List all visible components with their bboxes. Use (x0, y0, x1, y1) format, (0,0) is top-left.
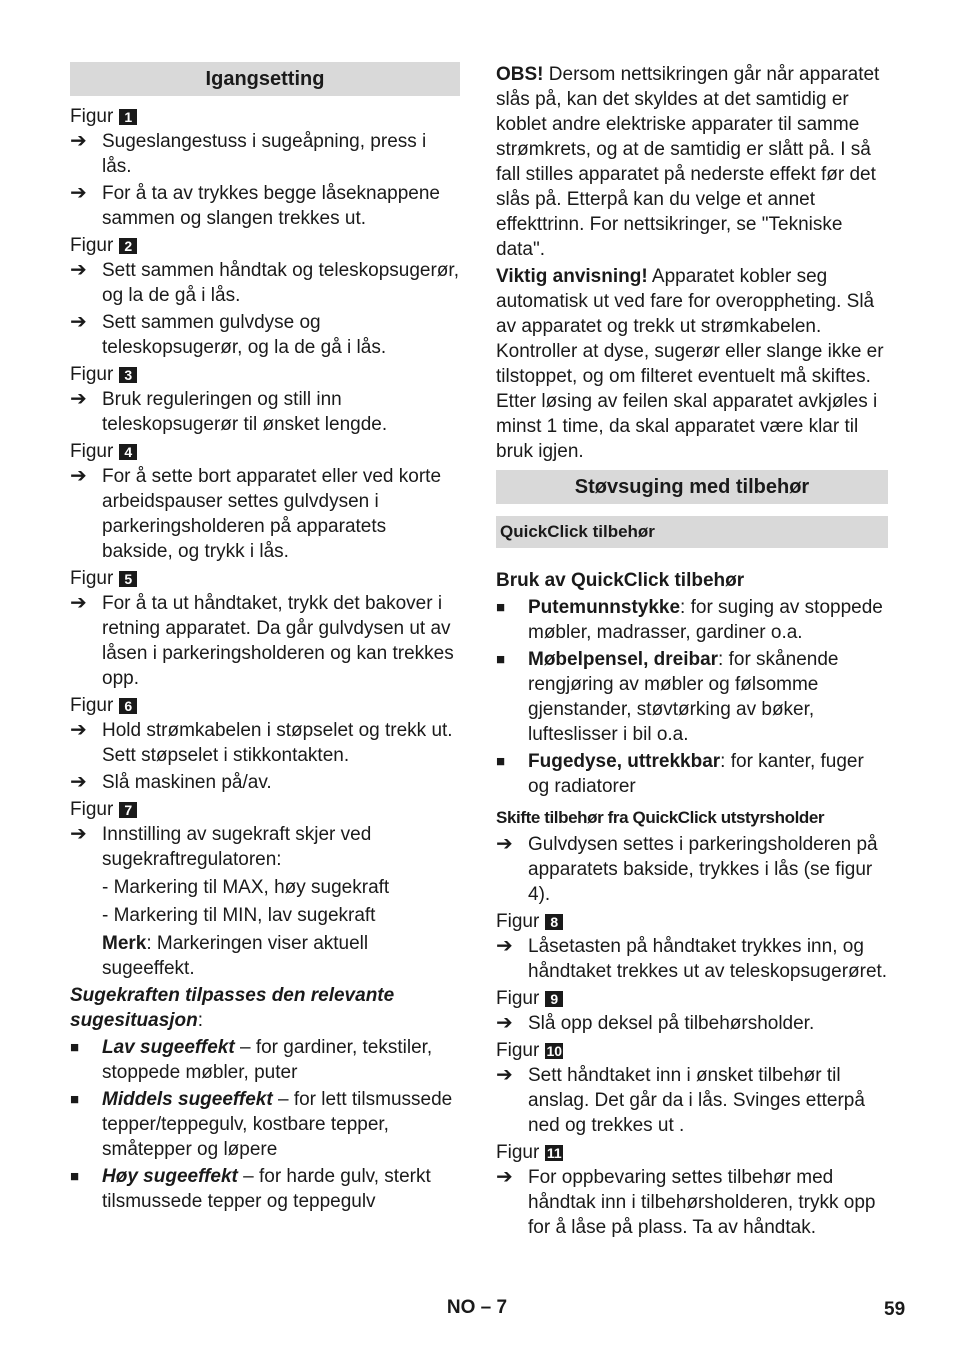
setting-min: - Markering til MIN, lav sugekraft (102, 905, 376, 926)
figure-ref: Figur 11 (496, 1142, 562, 1163)
figure-ref: Figur 1 (70, 104, 460, 129)
setting-max: - Markering til MAX, høy sugekraft (102, 877, 390, 898)
left-column (70, 62, 460, 1216)
figure-number: 9 (545, 991, 563, 1007)
step: ➔ Sugeslangestuss i sugeåpning, press i lås. (70, 130, 427, 177)
figure-number: 2 (119, 238, 137, 254)
figure-ref: Figur 2 (70, 233, 460, 258)
arrow-right-icon: ➔ (496, 1012, 513, 1034)
figure-ref: Figur 9 (496, 986, 888, 1011)
figure-ref: Figur 10 (496, 1040, 563, 1061)
square-bullet-icon: ■ (70, 1168, 80, 1185)
figure-ref: Figur 7 (70, 797, 460, 822)
figure-number: 1 (119, 109, 137, 125)
usage-title: Bruk av QuickClick tilbehør (496, 570, 745, 591)
square-bullet-icon: ■ (496, 599, 506, 616)
square-bullet-icon: ■ (496, 651, 506, 668)
step: ➔ For oppbevaring settes tilbehør med håndtak inn i tilbehørsholderen, trykk opp for å låse på plass. Ta av håndtak. (496, 1166, 876, 1238)
step: ➔ Gulvdysen settes i parkeringsholderen på apparatets bakside, trykkes i lås (se figur 4). (496, 833, 878, 905)
footer-section-label: NO – 7 (446, 1297, 508, 1318)
step: ➔ Innstilling av sugekraft skjer ved sugekraftregulatoren: (70, 823, 372, 870)
arrow-right-icon: ➔ (70, 311, 87, 333)
square-bullet-icon: ■ (496, 753, 506, 770)
subheading-quickclick: QuickClick tilbehør (496, 516, 888, 548)
figure-number: 4 (119, 444, 137, 460)
arrow-right-icon: ➔ (70, 465, 87, 487)
warning-paragraph: Viktig anvisning! Apparatet kobler seg automatisk ut ved fare for overoppheting. Slå av apparatet og trekk ut strømkabelen. Kontroller at dyse, sugerør eller slange ikke er tilstoppet, og om filteret eventuelt må skiftes. Etter løsing av feilen skal apparatet avkjøles i minst 1 time, da skal apparatet være klar til bruk igjen. (496, 266, 884, 462)
square-bullet-icon: ■ (70, 1039, 80, 1056)
arrow-right-icon: ➔ (70, 719, 87, 741)
suction-adapt-title: Sugekraften tilpasses den relevante sugesituasjon: (70, 985, 395, 1031)
figure-ref: Figur 4 (70, 439, 460, 464)
page-number: 59 (884, 1299, 906, 1320)
figure-number: 8 (545, 914, 563, 930)
arrow-right-icon: ➔ (70, 823, 87, 845)
square-bullet-icon: ■ (70, 1091, 80, 1108)
arrow-right-icon: ➔ (496, 935, 513, 957)
figure-number: 5 (119, 571, 137, 587)
section-heading-startup: Igangsetting (70, 62, 460, 96)
step: ➔ Sett sammen gulvdyse og teleskopsugerør, og la de gå i lås. (70, 311, 387, 358)
arrow-right-icon: ➔ (496, 833, 513, 855)
change-accessory-title: Skifte tilbehør fra QuickClick utstyrsholder (496, 808, 825, 827)
step: ➔ Hold strømkabelen i støpselet og trekk ut. Sett støpselet i stikkontakten. (70, 719, 453, 766)
step: ➔ Slå maskinen på/av. (70, 771, 272, 793)
obs-paragraph: OBS! Dersom nettsikringen går når apparatet slås på, kan det skyldes at det samtidig er koblet andre elektriske apparater til samme strømkrets, og at de samtidig er slått på. I så fall stilles apparatet på nederste effekt før det slås på. Etterpå kan du velge et annet effekttrinn. For nettsikringer, se "Tekniske data". (496, 64, 880, 260)
figure-number: 10 (546, 1042, 563, 1059)
step: ➔ For å ta ut håndtaket, trykk det bakover i retning apparatet. Da går gulvdysen ut av låsen i parkeringsholderen og kan trekkes opp. (70, 592, 454, 689)
bullet-item: ■ Middels sugeeffekt – for lett tilsmussede tepper/teppegulv, kostbare tepper, småtepper og løpere (70, 1089, 453, 1160)
arrow-right-icon: ➔ (70, 388, 87, 410)
step: ➔ For å sette bort apparatet eller ved korte arbeidspauser settes gulvdysen i parkeringsholderen på apparatets bakside, og trykk i lås. (70, 465, 442, 562)
step: ➔ Sett sammen håndtak og teleskopsugerør, og la de gå i lås. (70, 259, 459, 306)
arrow-right-icon: ➔ (70, 182, 87, 204)
right-column (496, 62, 888, 1242)
figure-number: 11 (546, 1144, 562, 1161)
step: ➔ Slå opp deksel på tilbehørsholder. (496, 1012, 815, 1034)
step: ➔ Låsetasten på håndtaket trykkes inn, og håndtaket trekkes ut av teleskopsugerøret. (496, 935, 888, 982)
section-heading-accessories: Støvsuging med tilbehør (496, 470, 888, 504)
figure-number: 3 (119, 367, 137, 383)
figure-ref: Figur 3 (70, 362, 460, 387)
arrow-right-icon: ➔ (70, 259, 87, 281)
arrow-right-icon: ➔ (70, 130, 87, 152)
bullet-item: ■ Fugedyse, uttrekkbar: for kanter, fuger og radiatorer (496, 751, 864, 797)
step: ➔ Bruk reguleringen og still inn teleskopsugerør til ønsket lengde. (70, 388, 388, 435)
bullet-item: ■ Lav sugeeffekt – for gardiner, tekstiler, stoppede møbler, puter (70, 1037, 433, 1083)
figure-ref: Figur 5 (70, 566, 460, 591)
arrow-right-icon: ➔ (496, 1166, 513, 1188)
arrow-right-icon: ➔ (496, 1064, 513, 1086)
figure-ref: Figur 6 (70, 693, 460, 718)
bullet-item: ■ Putemunnstykke: for suging av stoppede møbler, madrasser, gardiner o.a. (496, 597, 883, 643)
figure-ref: Figur 8 (496, 909, 888, 934)
step: ➔ Sett håndtaket inn i ønsket tilbehør til anslag. Det går da i lås. Svinges etterpå ned og trekkes ut . (496, 1064, 865, 1136)
note: Merk: Markeringen viser aktuell sugeeffekt. (102, 933, 369, 979)
figure-number: 7 (119, 802, 137, 818)
bullet-item: ■ Høy sugeeffekt – for harde gulv, sterkt tilsmussede tepper og teppegulv (70, 1166, 431, 1212)
figure-number: 6 (119, 698, 137, 714)
bullet-item: ■ Møbelpensel, dreibar: for skånende rengjøring av møbler og følsomme gjenstander, støvtørking av bøker, lufteslisser i bil o.a. (496, 649, 839, 745)
arrow-right-icon: ➔ (70, 771, 87, 793)
step: ➔ For å ta av trykkes begge låseknappene sammen og slangen trekkes ut. (70, 182, 440, 229)
arrow-right-icon: ➔ (70, 592, 87, 614)
